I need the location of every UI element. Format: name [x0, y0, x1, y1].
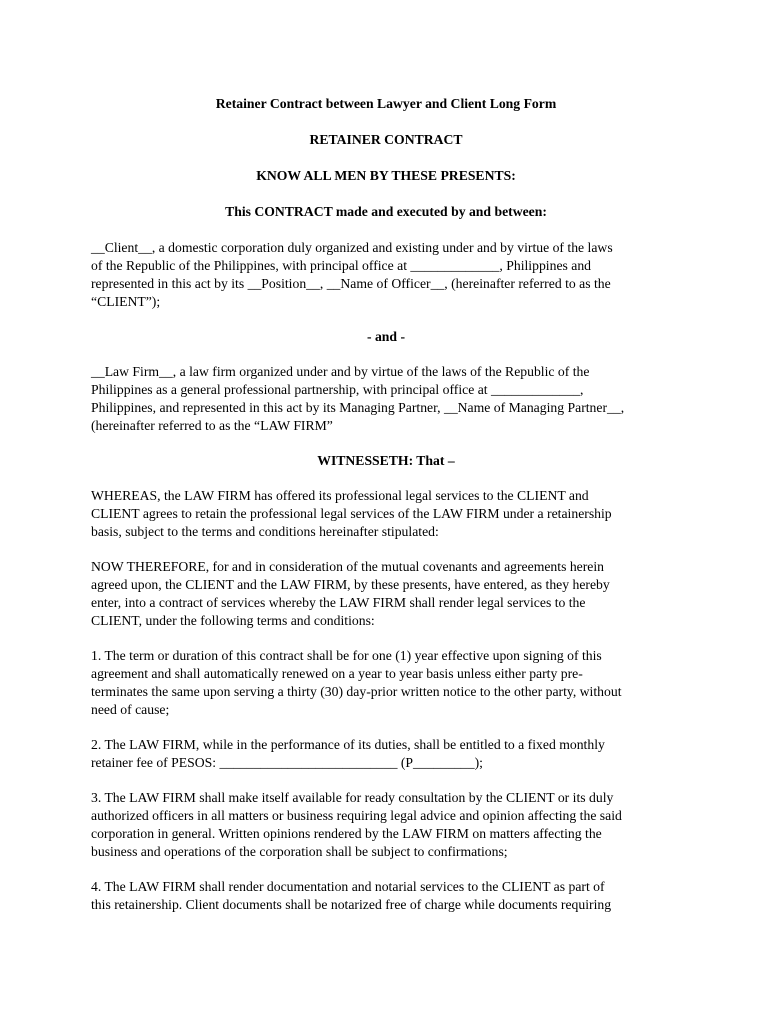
- text-line: (hereinafter referred to as the “LAW FIRM”: [91, 418, 333, 433]
- contract-heading: RETAINER CONTRACT: [309, 132, 463, 147]
- text-line: agreed upon, the CLIENT and the LAW FIRM, by these presents, have entered, as they hereby: [91, 577, 610, 592]
- text-line: CLIENT agrees to retain the professional legal services of the LAW FIRM under a retainership: [91, 506, 612, 521]
- presents-heading: KNOW ALL MEN BY THESE PRESENTS:: [256, 168, 516, 183]
- law-firm-party-paragraph: [91, 363, 681, 435]
- text-line: WHEREAS, the LAW FIRM has offered its professional legal services to the CLIENT and: [91, 488, 589, 503]
- text-line: this retainership. Client documents shall be notarized free of charge while documents requiring: [91, 897, 612, 912]
- document-title: Retainer Contract between Lawyer and Client Long Form: [215, 96, 557, 111]
- whereas-paragraph: [91, 487, 681, 541]
- clause-2-paragraph: [91, 736, 681, 772]
- text-line: 3. The LAW FIRM shall make itself available for ready consultation by the CLIENT or its duly: [91, 790, 614, 805]
- text-line: enter, into a contract of services whereby the LAW FIRM shall render legal services to the: [91, 595, 586, 610]
- text-line: Philippines as a general professional partnership, with principal office at _____________,: [91, 382, 584, 397]
- clause-4-paragraph: [91, 878, 681, 914]
- text-line: __Client__, a domestic corporation duly organized and existing under and by virtue of the laws: [91, 240, 613, 255]
- witnesseth-heading: WITNESSETH: That –: [317, 453, 455, 468]
- text-line: basis, subject to the terms and conditions hereinafter stipulated:: [91, 524, 439, 539]
- text-line: agreement and shall automatically renewed on a year to year basis unless either party pre-: [91, 666, 583, 681]
- now-therefore-paragraph: [91, 558, 681, 630]
- text-line: __Law Firm__, a law firm organized under and by virtue of the laws of the Republic of the: [91, 364, 590, 379]
- text-line: retainer fee of PESOS: __________________________ (P_________);: [91, 755, 483, 770]
- text-line: represented in this act by its __Position__, __Name of Officer__, (hereinafter referred to as the: [91, 276, 611, 291]
- and-separator: - and -: [366, 329, 406, 344]
- clause-1-paragraph: [91, 647, 681, 719]
- text-line: of the Republic of the Philippines, with principal office at _____________, Philippines and: [91, 258, 592, 273]
- text-line: business and operations of the corporation shall be subject to confirmations;: [91, 844, 508, 859]
- document-body: [91, 95, 681, 931]
- text-line: NOW THEREFORE, for and in consideration of the mutual covenants and agreements herein: [91, 559, 605, 574]
- text-line: CLIENT, under the following terms and conditions:: [91, 613, 375, 628]
- text-line: terminates the same upon serving a thirty (30) day-prior written notice to the other party, without: [91, 684, 622, 699]
- clause-3-paragraph: [91, 789, 681, 861]
- text-line: 4. The LAW FIRM shall render documentation and notarial services to the CLIENT as part of: [91, 879, 605, 894]
- text-line: “CLIENT”);: [91, 294, 161, 309]
- client-party-paragraph: [91, 239, 681, 311]
- text-line: Philippines, and represented in this act by its Managing Partner, __Name of Managing Partner__,: [91, 400, 625, 415]
- text-line: 2. The LAW FIRM, while in the performance of its duties, shall be entitled to a fixed monthly: [91, 737, 605, 752]
- text-line: corporation in general. Written opinions rendered by the LAW FIRM on matters affecting the: [91, 826, 602, 841]
- text-line: 1. The term or duration of this contract shall be for one (1) year effective upon signing of this: [91, 648, 602, 663]
- text-line: authorized officers in all matters or business requiring legal advice and opinion affecting the said: [91, 808, 622, 823]
- text-line: need of cause;: [91, 702, 170, 717]
- parties-heading: This CONTRACT made and executed by and between:: [225, 204, 547, 219]
